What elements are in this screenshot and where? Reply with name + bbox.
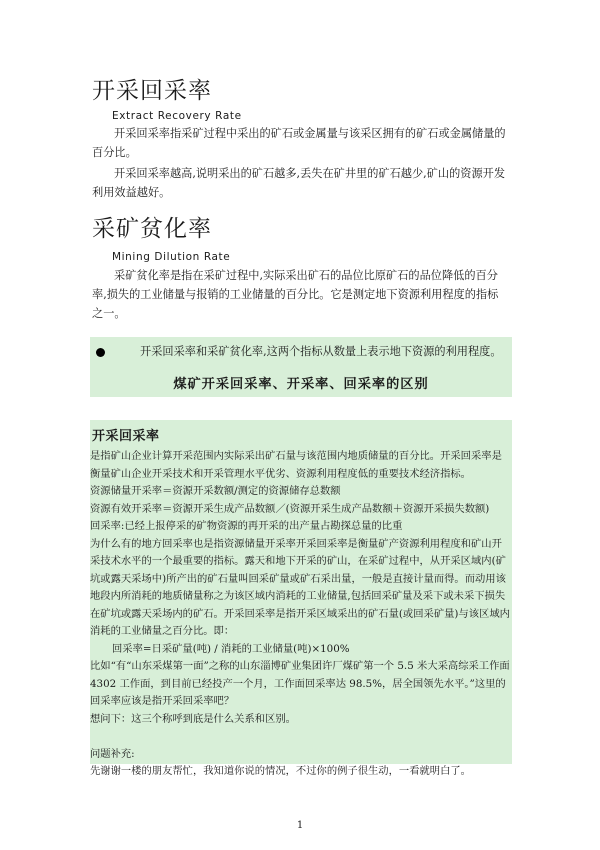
highlight-bullet-text: 开采回采率和采矿贫化率,这两个指标从数量上表示地下资源的利用程度。 xyxy=(140,345,502,358)
qa-line: 是指矿山企业计算开采范围内实际采出矿石量与该范围内地质储量的百分比。开采回采率是衡量矿山企业开采技术和开采管理水平优劣、资源利用程度低的重要技术经济指标。 xyxy=(90,450,502,480)
qa-line: 为什么有的地方回采率也是指资源储量开采率开采回采率是衡量矿产资源利用程度和矿山开采技术水平的一个最重要的指标。露天和地下开采的矿山，在采矿过程中，从开采区域内(矿坑或露天采场中)所产出的矿石量叫回采矿量或矿石采出量，一般是直接计量而得。而动用该地段内所消耗的地质储量称之为该区域内消耗的工业储量,包括回采矿量及采下或未采下损失在矿坑或露天采场内的矿石。开采回采率是指开采区域采出的矿石量(或回采矿量)与该区域内消耗的工业储量之百分比。即： xyxy=(90,537,510,637)
qa-box xyxy=(90,420,512,777)
section-subtitle-recovery: Extract Recovery Rate xyxy=(112,110,242,122)
section-title-dilution: 采矿贫化率 xyxy=(92,216,212,242)
bullet-icon xyxy=(96,348,105,357)
qa-line: 资源有效开采率＝资源开采生成产品数额／(资源开采生成产品数额＋资源开采损失数额) xyxy=(90,502,490,515)
section-subtitle-dilution: Mining Dilution Rate xyxy=(112,251,231,263)
recovery-paragraph-1: 开采回采率指采矿过程中采出的矿石或金属量与该采区拥有的矿石或金属储量的百分比。 xyxy=(92,127,506,159)
dilution-paragraph: 采矿贫化率是指在采矿过程中,实际采出矿石的品位比原矿石的品位降低的百分率,损失的工业储量与报销的工业储量的百分比。它是测定地下资源利用程度的指标之一。 xyxy=(92,269,499,320)
qa-line: 先谢谢一楼的朋友帮忙，我知道你说的情况，不过你的例子很生动，一看就明白了。 xyxy=(90,765,471,777)
blank-line xyxy=(90,728,512,746)
qa-line: 资源储量开采率＝资源开采数额/测定的资源储存总数额 xyxy=(90,485,341,497)
qa-line: 问题补充: xyxy=(90,747,135,760)
page-number: 1 xyxy=(296,820,304,831)
qa-body xyxy=(90,448,512,781)
recovery-paragraph-2: 开采回采率越高,说明采出的矿石越多,丢失在矿井里的矿石越少,矿山的资源开发利用效益越好。 xyxy=(92,167,506,199)
qa-formula: 回采率=日采矿量(吨) / 消耗的工业储量(吨)×100% xyxy=(112,642,350,655)
qa-line: 比如“有“山东采煤第一面”之称的山东淄博矿业集团许厂煤矿第一个 5.5 米大采高综采工作面 4302 工作面，到目前已经投产一个月，工作面回采率达 98.5%，居全国领先水平。”这里的回采率应该是指开采回采率吧？ xyxy=(90,660,510,707)
qa-line: 想问下：这三个称呼到底是什么关系和区别。 xyxy=(90,712,296,725)
highlight-heading: 煤矿开采回采率、开采率、回采率的区别 xyxy=(173,377,429,392)
section-title-recovery: 开采回采率 xyxy=(92,78,212,104)
qa-title: 开采回采率 xyxy=(92,429,160,444)
qa-line: 回采率:已经上报停采的矿物资源的再开采的出产量占勘探总量的比重 xyxy=(90,520,403,532)
highlight-box xyxy=(90,337,512,397)
